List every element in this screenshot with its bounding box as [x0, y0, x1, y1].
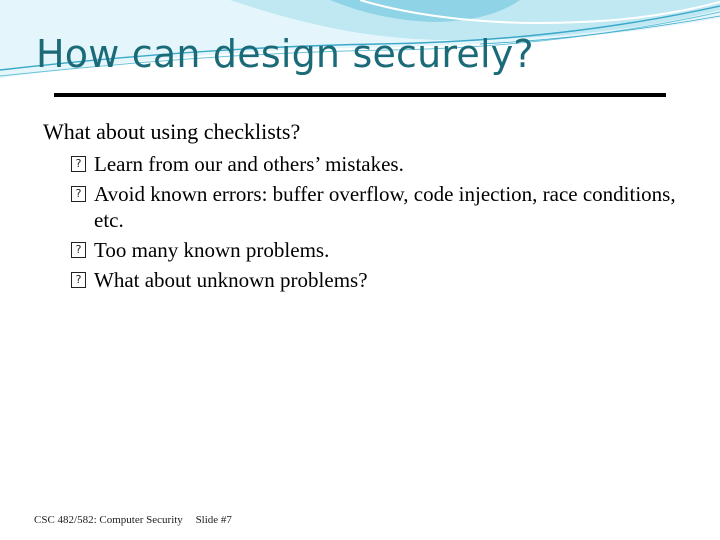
slide-footer — [34, 514, 232, 526]
bullet-placeholder-icon: ? — [71, 156, 86, 172]
slide-title: How can design securely? — [36, 32, 534, 76]
lead-text: What about using checklists? — [43, 119, 301, 144]
bullet-text: What about unknown problems? — [94, 268, 368, 292]
bullet-text: Avoid known errors: buffer overflow, code injection, race conditions, etc. — [94, 182, 676, 232]
slide-body — [43, 118, 683, 297]
bullet-text: Learn from our and others’ mistakes. — [94, 152, 404, 176]
bullet-placeholder-icon: ? — [71, 272, 86, 288]
title-underline — [54, 93, 666, 97]
bullet-placeholder-icon: ? — [71, 186, 86, 202]
footer-course: CSC 482/582: Computer Security — [34, 514, 183, 526]
bullet-item — [75, 267, 683, 293]
footer-slide-number: Slide #7 — [195, 514, 232, 526]
bullet-placeholder-icon: ? — [71, 242, 86, 258]
bullet-list — [43, 151, 683, 293]
bullet-item — [75, 151, 683, 177]
bullet-item — [75, 181, 683, 233]
bullet-item — [75, 237, 683, 263]
bullet-text: Too many known problems. — [94, 238, 330, 262]
